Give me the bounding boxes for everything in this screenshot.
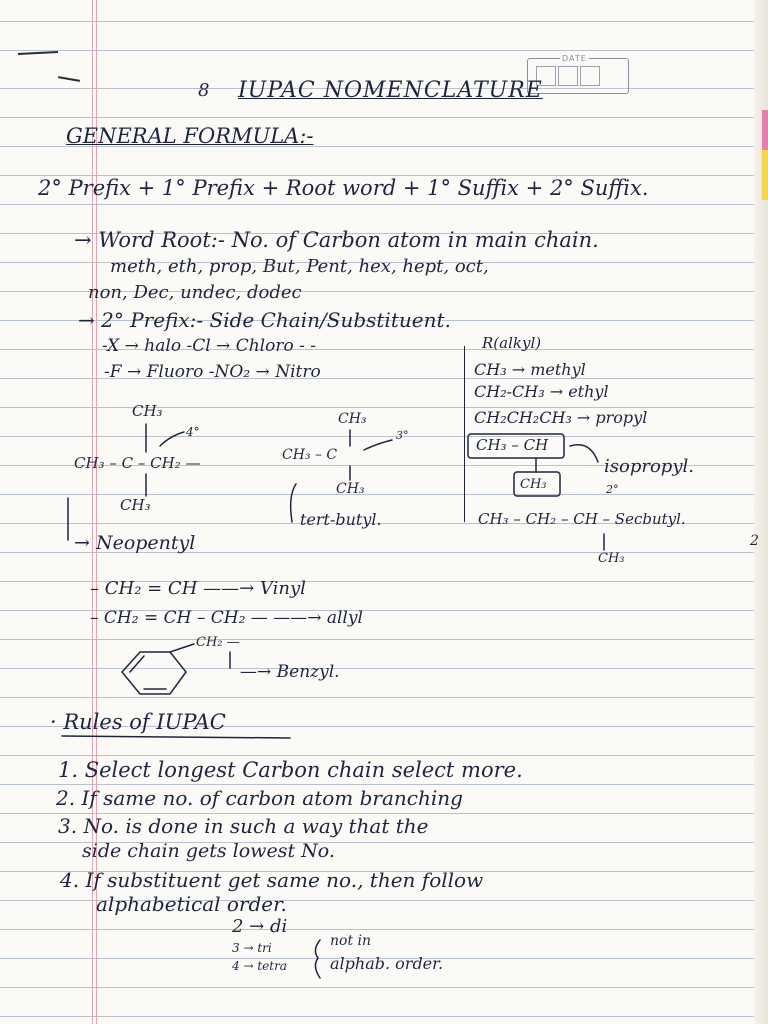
isopropyl-branch-box (514, 472, 560, 496)
rule-3: 3. No. is done in such a way that the (58, 814, 429, 838)
neopentyl-label: → Neopentyl (74, 532, 196, 554)
benzyl-label: —→ Benzyl. (240, 662, 340, 682)
ring-double-bond (130, 656, 144, 672)
prefix-di: 2 → di (232, 916, 288, 937)
rule-1: 1. Select longest Carbon chain select more. (58, 758, 523, 782)
allyl: – CH₂ = CH – CH₂ — ——→ allyl (90, 608, 363, 628)
methyl: CH₃ → methyl (474, 360, 586, 379)
rule-3-continued: side chain gets lowest No. (82, 840, 335, 862)
tertbutyl-top: CH₃ (338, 411, 367, 427)
margin-mark: 2 (750, 533, 759, 549)
neopentyl-bottom: CH₃ (120, 496, 151, 514)
tertbutyl-bottom: CH₃ (336, 481, 365, 497)
alkyl-r: R(alkyl) (482, 334, 542, 352)
tertbutyl-label: tert-butyl. (300, 510, 382, 529)
isopropyl-branch: CH₃ (520, 477, 547, 492)
page-title: IUPAC NOMENCLATURE (238, 78, 543, 103)
propyl: CH₂CH₂CH₃ → propyl (474, 408, 648, 427)
prefix-line: → 2° Prefix:- Side Chain/Substituent. (78, 308, 451, 332)
rules-heading: · Rules of IUPAC (50, 710, 226, 734)
word-root-examples: non, Dec, undec, dodec (88, 282, 302, 303)
isopropyl-label: isopropyl. (604, 456, 694, 477)
date-label: DATE (562, 54, 587, 63)
neopentyl-top: CH₃ (132, 402, 163, 420)
prefix-tri: 3 → tri (232, 941, 272, 955)
vinyl: – CH₂ = CH ——→ Vinyl (90, 578, 306, 599)
halo-row: -X → halo -Cl → Chloro - - (102, 336, 316, 356)
isopropyl-arrow (570, 445, 598, 462)
ethyl: CH₂-CH₃ → ethyl (474, 382, 609, 401)
section-heading: GENERAL FORMULA:- (66, 124, 314, 148)
tertbutyl-bracket (291, 484, 296, 522)
note-not-in: not in (330, 933, 372, 949)
isopropyl-structure: CH₃ – CH (476, 436, 549, 454)
secondary-degree: 2° (606, 483, 619, 496)
neopentyl-chain: CH₃ – C – CH₂ — (74, 454, 201, 472)
prefix-tetra: 4 → tetra (232, 959, 287, 973)
rule-4: 4. If substituent get same no., then follow (60, 868, 484, 892)
degree-arrow (364, 440, 392, 450)
brace (315, 940, 320, 978)
benzene-ring (122, 652, 186, 694)
heading-underline (62, 736, 290, 738)
neopentyl-degree: 4° (186, 425, 200, 439)
isopropyl-box (468, 434, 564, 458)
secbutyl-branch: CH₃ (598, 551, 625, 566)
benzyl-ch2: CH₂ — (196, 635, 240, 650)
word-root-line: → Word Root:- No. of Carbon atom in main chain. (74, 228, 599, 252)
general-formula: 2° Prefix + 1° Prefix + Root word + 1° Suffix + 2° Suffix. (38, 176, 649, 200)
word-root-examples: meth, eth, prop, But, Pent, hex, hept, oct, (110, 256, 489, 277)
note-alphab-order: alphab. order. (330, 954, 444, 973)
secbutyl: CH₃ – CH₂ – CH – Secbutyl. (478, 510, 686, 528)
rule-4-continued: alphabetical order. (96, 892, 287, 916)
tertbutyl-chain: CH₃ – C (282, 447, 338, 463)
rule-2: 2. If same no. of carbon atom branching (56, 786, 463, 810)
bullet-mark: 8 (198, 80, 210, 101)
fluoro-row: -F → Fluoro -NO₂ → Nitro (104, 362, 321, 382)
bond-line (170, 644, 194, 652)
tertbutyl-degree: 3° (396, 429, 409, 442)
degree-arrow (160, 432, 184, 446)
